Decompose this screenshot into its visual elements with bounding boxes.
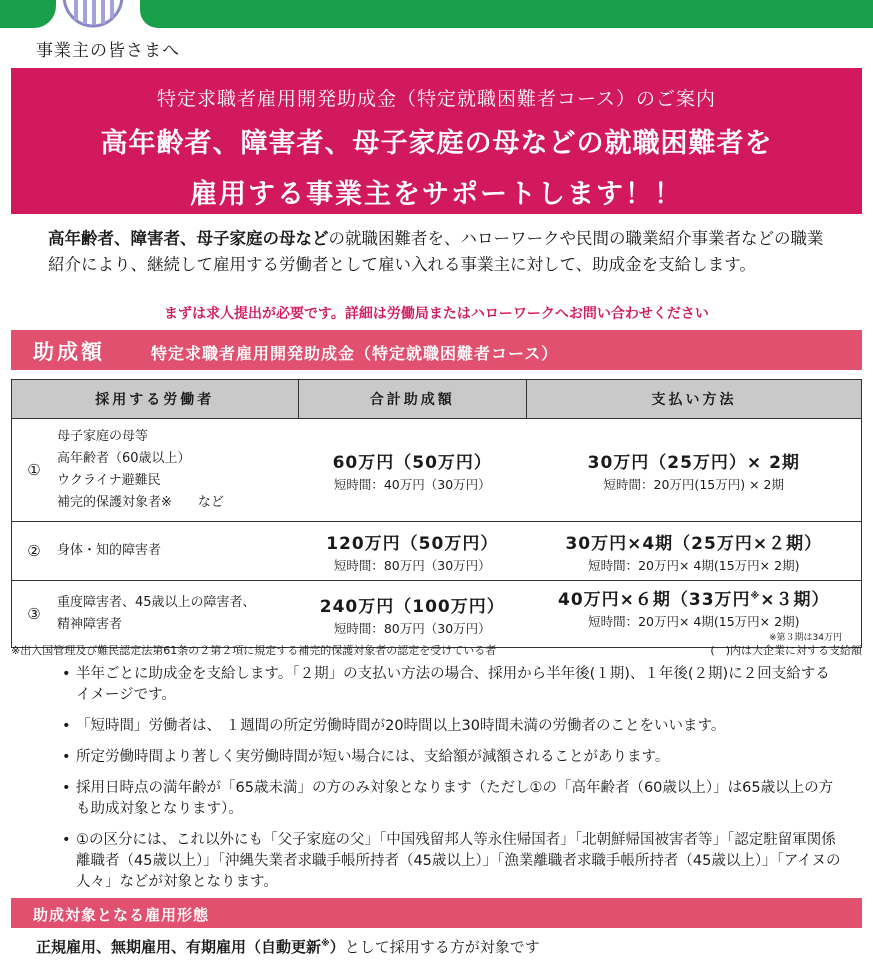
intro-text: の就職困難者を、ハローワークや民間の職業紹介事業者などの職業紹介により、継続して雇用する労働者として雇い入れる事業主に対して、助成金を支給します。 <box>48 229 824 274</box>
intro-paragraph <box>48 226 838 278</box>
employment-bold-post: ） <box>329 938 345 956</box>
notice-text: まずは求人提出が必要です。詳細は労働局またはハローワークへお問い合わせください <box>164 306 709 322</box>
payment-note: ※第３期は34万円 <box>769 633 842 643</box>
row-categories <box>56 522 298 581</box>
table-footnotes <box>11 642 862 658</box>
amount-main: 240万円（100万円） <box>319 596 505 617</box>
list-item: • 半年ごとに助成金を支給します。「２期」の支払い方法の場合、採用から半年後(１期)、１年後(２期)に２回支給するイメージです。 <box>62 664 842 706</box>
section-amount-title: 助成額 <box>33 340 105 364</box>
category-item: 重度障害者、45歳以上の障害者、 <box>57 595 256 610</box>
table-row <box>12 522 862 581</box>
employment-bold <box>36 938 345 956</box>
green-decor-bar <box>140 0 873 28</box>
col-header-workers: 採用する労働者 <box>12 380 299 419</box>
subsidy-table <box>11 379 862 648</box>
row-amount <box>298 419 527 522</box>
hero-subtitle: 特定求職者雇用開発助成金（特定就職困難者コース）のご案内 <box>156 88 717 110</box>
employment-rest: として採用する方が対象です <box>344 938 540 956</box>
col-header-total: 合計助成額 <box>298 380 527 419</box>
green-decor-left <box>0 0 56 28</box>
category-item: 高年齢者（60歳以上） <box>57 451 191 466</box>
row-number: ① <box>12 419 57 522</box>
payment-main-pre: 40万円×６期（33万円 <box>557 590 751 610</box>
amount-short: 短時間：80万円（30万円） <box>333 557 491 573</box>
list-item: • ①の区分には、これ以外にも「父子家庭の父」「中国残留邦人等永住帰国者」「北朝鮮帰国被害者等」「認定駐留軍関係離職者（45歳以上）」「沖縄失業者求職手帳所持者（45歳以上）」「漁業離職者求職手帳所持者（45歳以上）」「アイヌの人々」などが対象となります。 <box>62 830 842 893</box>
row-payment <box>527 581 862 648</box>
payment-short: 短時間：20万円× 4期(15万円× 2期) <box>588 614 800 629</box>
category-item: 補完的保護対象者※ など <box>57 495 224 510</box>
hero-banner <box>11 68 862 214</box>
col-header-payment: 支払い方法 <box>527 380 862 419</box>
list-item: • 採用日時点の満年齢が「65歳未満」の方のみ対象となります（ただし①の「高年齢者（60歳以上）」は65歳以上の方も助成対象となります）。 <box>62 778 842 820</box>
table-header-row <box>12 380 862 419</box>
row-payment <box>527 522 862 581</box>
row-amount <box>298 522 527 581</box>
payment-main-sup: ※ <box>750 591 761 602</box>
notes-list <box>62 664 842 903</box>
footnote-right: ( )内は大企業に対する支給額 <box>710 644 862 657</box>
section-employment-title: 助成対象となる雇用形態 <box>33 906 210 924</box>
top-band <box>0 0 873 32</box>
amount-short: 短時間：40万円（30万円） <box>333 476 491 492</box>
hero-title-line1: 高年齢者、障害者、母子家庭の母などの就職困難者を <box>100 128 773 159</box>
row-categories <box>56 581 298 648</box>
list-item: • 所定労働時間より著しく実労働時間が短い場合には、支給額が減額されることがあります。 <box>62 747 842 768</box>
payment-main-post: ×３期） <box>760 590 830 610</box>
section-employment-header <box>11 898 862 928</box>
amount-main: 60万円（50万円） <box>332 452 492 473</box>
row-number: ③ <box>12 581 57 648</box>
lavender-stripes-logo <box>62 0 124 30</box>
amount-short: 短時間：80万円（30万円） <box>333 620 491 636</box>
amount-main: 120万円（50万円） <box>326 533 499 554</box>
employment-text <box>36 936 540 957</box>
hero-title-line2: 雇用する事業主をサポートします！！ <box>190 179 683 210</box>
row-categories <box>56 419 298 522</box>
footnote-left: ※出入国管理及び難民認定法第61条の２第２項に規定する補完的保護対象者の認定を受けている者 <box>11 644 497 657</box>
addressee: 事業主の皆さまへ <box>36 41 180 61</box>
payment-main <box>528 585 860 610</box>
table-row <box>12 581 862 648</box>
row-payment <box>527 419 862 522</box>
row-amount <box>298 581 527 648</box>
category-item: ウクライナ避難民 <box>57 473 161 488</box>
payment-main: 30万円（25万円）× 2期 <box>587 452 800 473</box>
payment-short: 短時間：20万円(15万円) × 2期 <box>603 476 784 492</box>
employment-bold-sup: ※ <box>321 939 330 949</box>
row-number: ② <box>12 522 57 581</box>
list-item: • 「短時間」労働者は、 １週間の所定労働時間が20時間以上30時間未満の労働者のことをいいます。 <box>62 716 842 737</box>
table-row <box>12 419 862 522</box>
employment-bold-pre: 正規雇用、無期雇用、有期雇用（自動更新 <box>36 938 322 956</box>
intro-bold: 高年齢者、障害者、母子家庭の母など <box>48 229 329 248</box>
section-amount-header <box>11 330 862 370</box>
category-item: 身体・知的障害者 <box>57 543 162 558</box>
payment-main: 30万円×4期（25万円×２期） <box>565 533 823 554</box>
category-item: 母子家庭の母等 <box>57 429 149 444</box>
section-amount-subtitle: 特定求職者雇用開発助成金（特定就職困難者コース） <box>151 344 559 363</box>
payment-short: 短時間：20万円× 4期(15万円× 2期) <box>588 557 800 573</box>
category-item: 精神障害者 <box>57 617 123 632</box>
